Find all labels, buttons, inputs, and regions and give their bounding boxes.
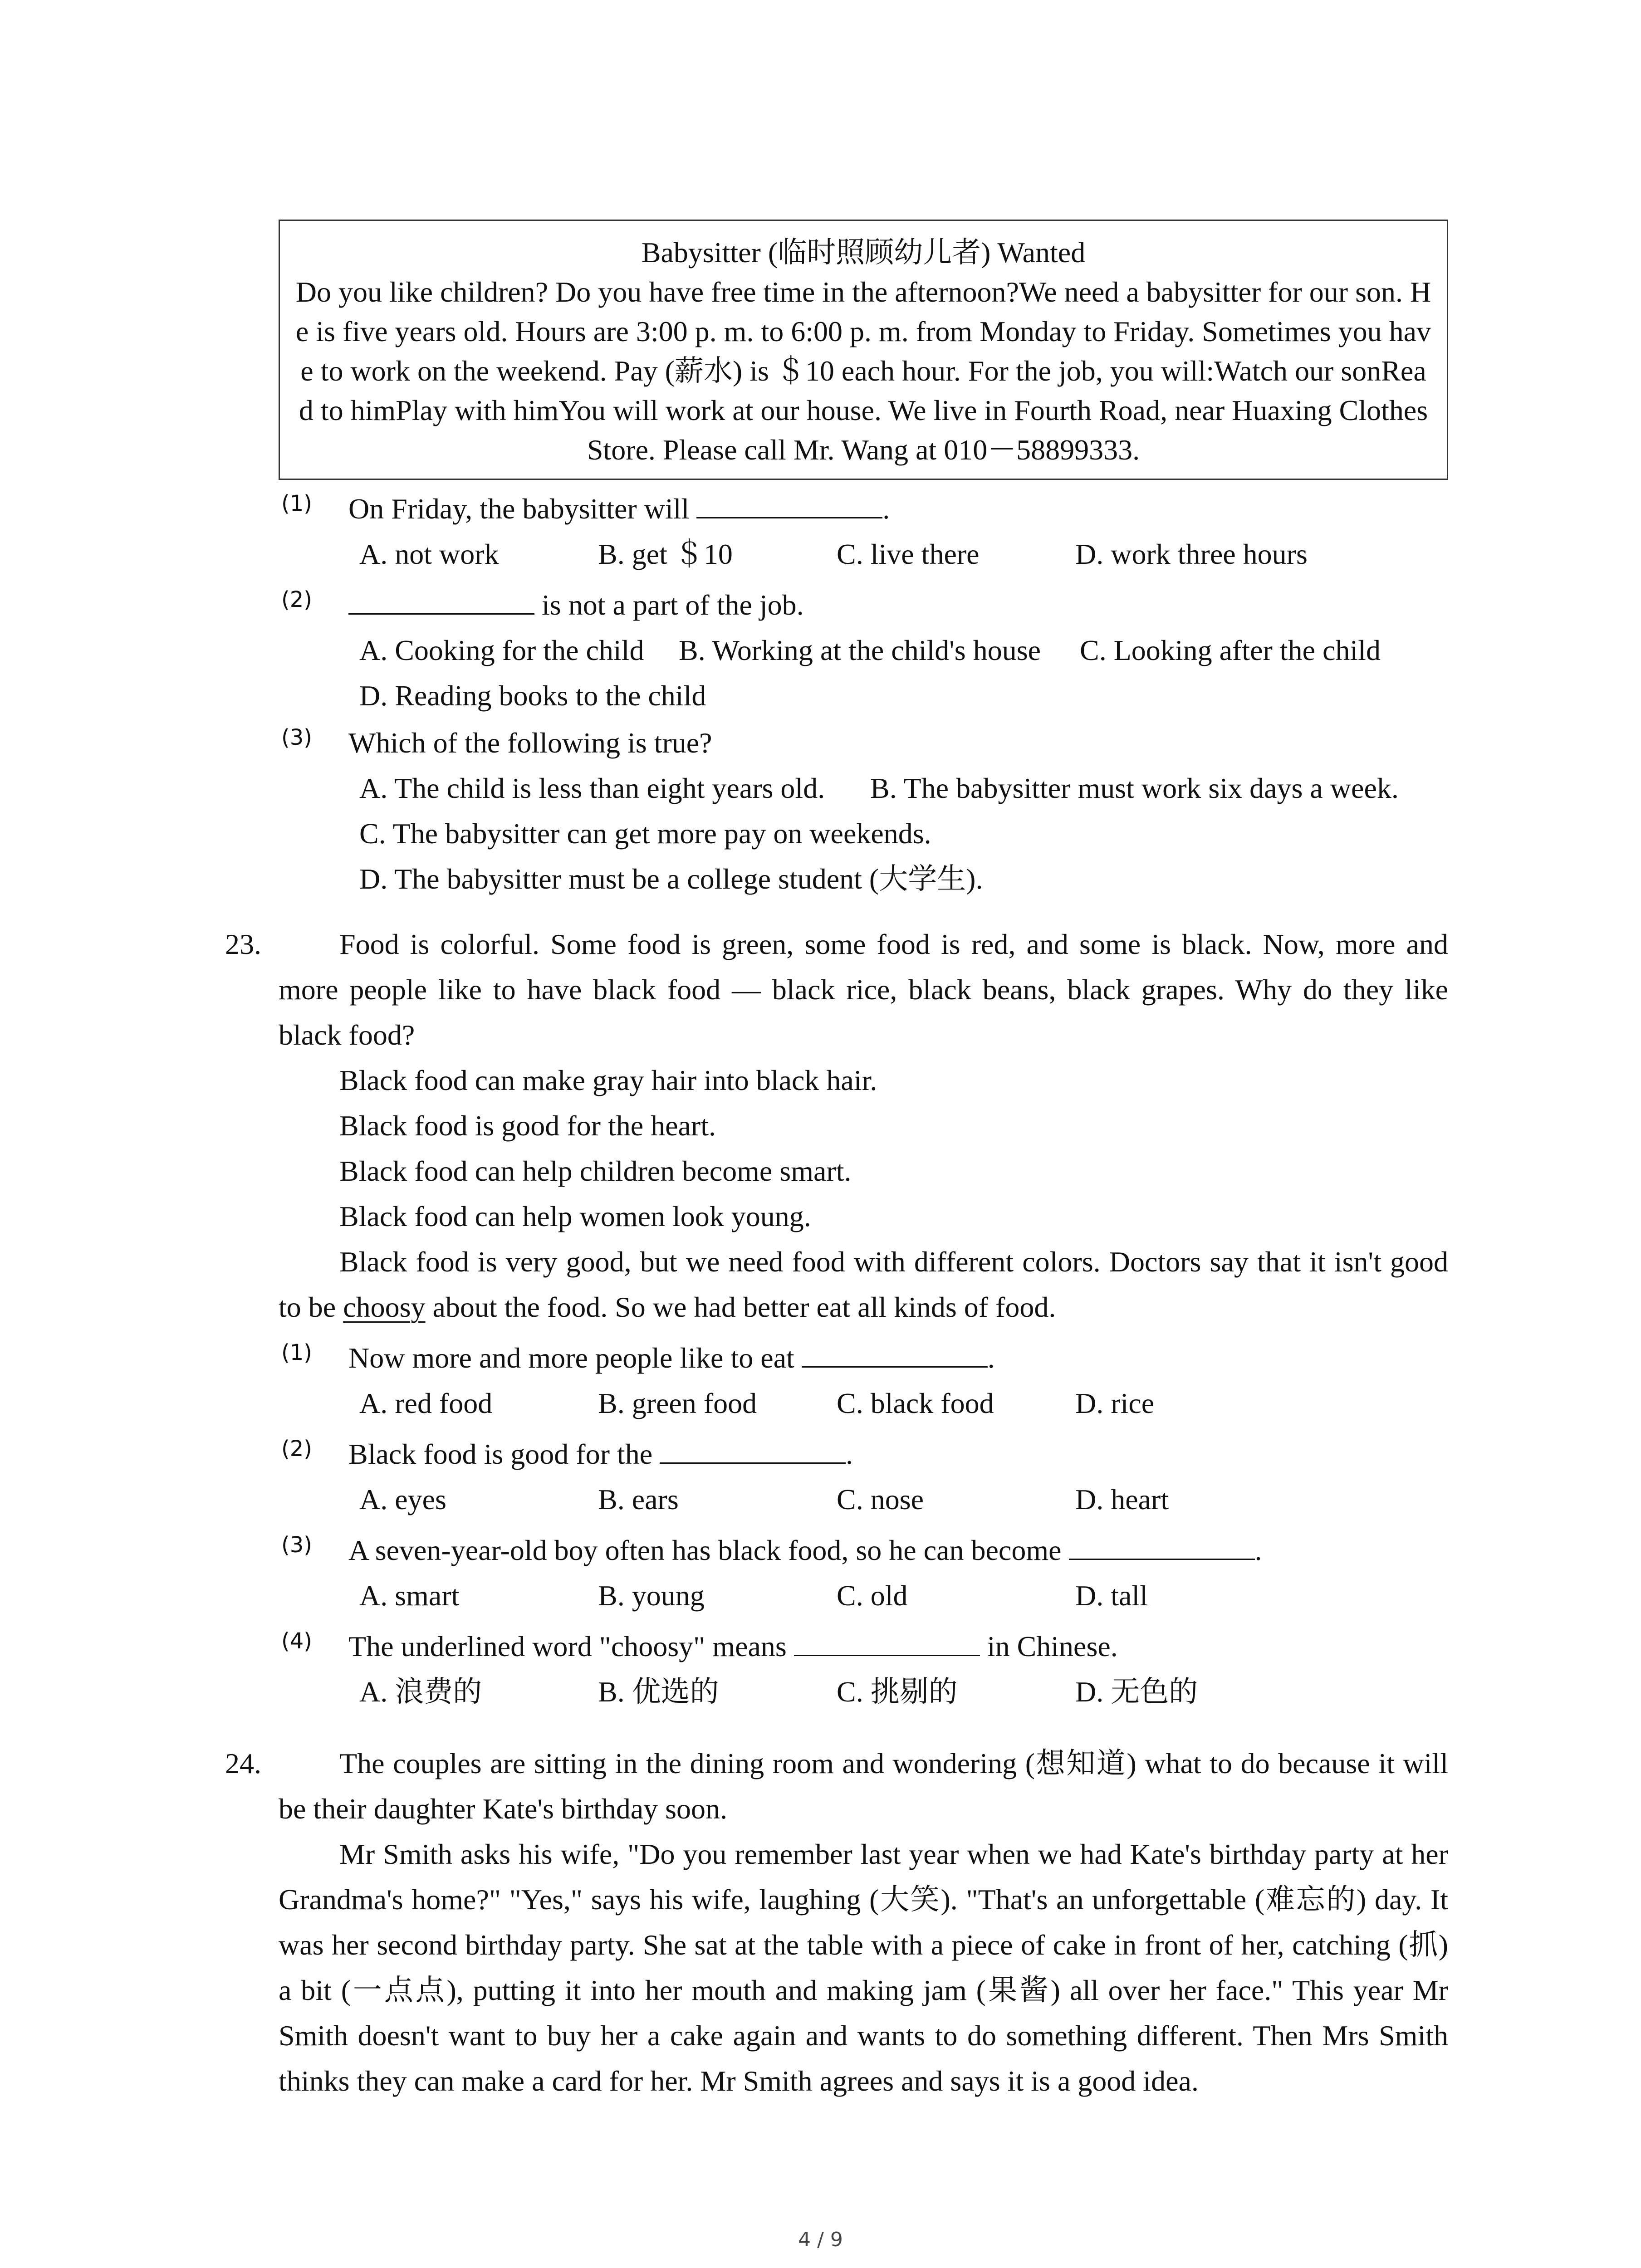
q23-3-option-c: C. old [837, 1579, 908, 1612]
answer-blank [696, 490, 882, 518]
q23-intro: Food is colorful. Some food is green, some food is red, and some is black. Now, more and more people like to have black food — black rice, black beans, black grapes. Why do they like black food? [279, 928, 1448, 1051]
q23-1-option-a: A. red food [359, 1387, 493, 1419]
q23-4-stem-end: in Chinese. [987, 1630, 1118, 1662]
q23-1-option-d: D. rice [1075, 1387, 1155, 1419]
q23-2-number: (2) [281, 1436, 312, 1461]
q23-4-option-d: D. 无色的 [1075, 1676, 1198, 1708]
page-indicator: 4 / 9 [798, 2228, 843, 2251]
q22-2-option-d: D. Reading books to the child [359, 679, 706, 712]
q23-3-stem-text: A seven-year-old boy often has black food, so he can become [348, 1534, 1062, 1566]
q23-2-option-b: B. ears [598, 1483, 679, 1515]
q23-2-option-d: D. heart [1075, 1483, 1169, 1515]
q23-2-stem-text: Black food is good for the [348, 1438, 653, 1470]
q23-2-option-a: A. eyes [359, 1483, 446, 1515]
q23-3-number: (3) [281, 1532, 312, 1558]
q22-1-number: (1) [281, 491, 312, 516]
q23-1-option-c: C. black food [837, 1387, 994, 1419]
q23-1-stem [348, 1335, 995, 1381]
q23-line-3: Black food can help children become smart. [339, 1155, 852, 1187]
answer-blank [802, 1339, 988, 1368]
babysitter-ad-box [279, 220, 1448, 480]
q22-2-option-b: B. Working at the child's house [679, 634, 1041, 666]
q22-3-option-a: A. The child is less than eight years old. [359, 772, 825, 804]
q23-2-option-c: C. nose [837, 1483, 924, 1515]
q23-line-1: Black food can make gray hair into black hair. [339, 1064, 877, 1096]
q23-line-4: Black food can help women look young. [339, 1200, 811, 1232]
q23-1-stem-text: Now more and more people like to eat [348, 1342, 794, 1374]
q23-3-stem [348, 1528, 1262, 1573]
q22-1-option-b: B. get ＄10 [598, 538, 733, 570]
q24-paragraph-2: Mr Smith asks his wife, "Do you remember last year when we had Kate's birthday party at her Grandma's home?" "Yes," says his wife, laughing (大笑). "That's an unforgettable (难忘的) day. It was her second birthday party. She sat at the table with a piece of cake in front of her, catching (抓) a bit (一点点), putting it into her mouth and making jam (果酱) all over her face." This year Mr Smith doesn't want to buy her a cake again and wants to do something different. Then Mrs Smith thinks they can make a card for her. Mr Smith agrees and says it is a good idea. [279, 1838, 1448, 2097]
underlined-word: choosy [343, 1291, 426, 1323]
q23-4-option-a: A. 浪费的 [359, 1676, 482, 1708]
q22-3-number: (3) [281, 725, 312, 750]
q23-4-option-c: C. 挑剔的 [837, 1676, 958, 1708]
q23-closing [279, 1239, 1448, 1330]
q22-3-option-b: B. The babysitter must work six days a week. [870, 772, 1399, 804]
answer-blank [794, 1628, 980, 1656]
q23-4-stem-text: The underlined word "choosy" means [348, 1630, 787, 1662]
q22-1-stem [348, 486, 890, 532]
ad-title: Babysitter (临时照顾幼儿者) Wanted [641, 236, 1086, 269]
q23-1-number: (1) [281, 1340, 312, 1365]
q22-1-option-d: D. work three hours [1075, 538, 1308, 570]
q22-2-option-a: A. Cooking for the child [359, 634, 644, 666]
q23-4-option-b: B. 优选的 [598, 1676, 719, 1708]
q22-3-stem: Which of the following is true? [348, 727, 712, 759]
q23-3-option-d: D. tall [1075, 1579, 1148, 1612]
q22-3-option-d: D. The babysitter must be a college student (大学生). [359, 863, 983, 895]
q23-4-number: (4) [281, 1628, 312, 1654]
q24-number: 24. [225, 1747, 261, 1779]
q23-1-stem-end: . [987, 1342, 995, 1374]
answer-blank [1069, 1531, 1255, 1560]
q22-2-stem-text: is not a part of the job. [542, 589, 804, 621]
q23-4-stem [348, 1624, 1118, 1669]
q22-1-option-c: C. live there [837, 538, 980, 570]
q23-3-option-a: A. smart [359, 1579, 460, 1612]
q23-number: 23. [225, 928, 261, 960]
q23-2-stem-end: . [846, 1438, 853, 1470]
q23-2-stem [348, 1432, 853, 1477]
q24-paragraph-1: The couples are sitting in the dining room and wondering (想知道) what to do because it will be their daughter Kate's birthday soon. [279, 1747, 1448, 1825]
q23-line-2: Black food is good for the heart. [339, 1110, 716, 1142]
q22-3-option-c: C. The babysitter can get more pay on weekends. [359, 817, 931, 850]
q22-1-stem-end: . [882, 493, 890, 525]
ad-body: Do you like children? Do you have free time in the afternoon?We need a babysitter for our son. He is five years old. Hours are 3:00 p. m. to 6:00 p. m. from Monday to Friday. Sometimes you have to work on the weekend. Pay (薪水) is ＄10 each hour. For the job, you will:Watch our sonRead to himPlay with himYou will work at our house. We live in Fourth Road, near Huaxing Clothes Store. Please call Mr. Wang at 010－58899333. [295, 276, 1431, 466]
q23-closing-post: about the food. So we had better eat all kinds of food. [425, 1291, 1056, 1323]
q23-3-stem-end: . [1254, 1534, 1262, 1566]
answer-blank [348, 586, 534, 615]
q22-2-stem [348, 582, 804, 628]
q22-1-stem-text: On Friday, the babysitter will [348, 493, 690, 525]
q23-3-option-b: B. young [598, 1579, 705, 1612]
q22-2-option-c: C. Looking after the child [1080, 634, 1381, 666]
q22-1-option-a: A. not work [359, 538, 499, 570]
q22-2-number: (2) [281, 587, 312, 612]
q23-1-option-b: B. green food [598, 1387, 757, 1419]
q23-closing-pre: Black food is very good, but we need food with different colors. Doctors say that it isn't good to be [279, 1246, 1448, 1323]
answer-blank [660, 1435, 846, 1464]
